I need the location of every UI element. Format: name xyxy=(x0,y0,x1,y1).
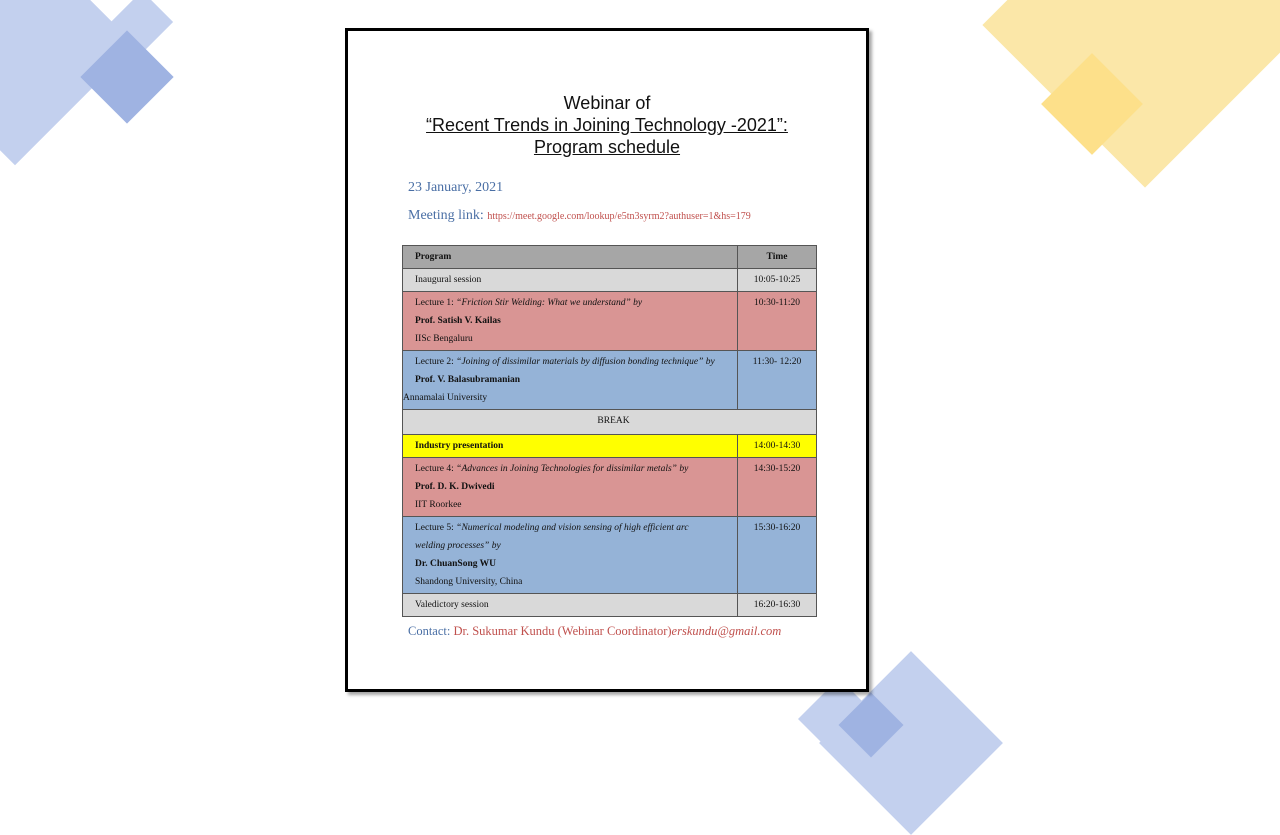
program-cell xyxy=(403,517,738,594)
lecture-prefix: Lecture 4: xyxy=(415,464,457,474)
schedule-table xyxy=(402,245,817,617)
lecture-topic: welding processes” by xyxy=(415,541,501,551)
program-cell xyxy=(403,351,738,410)
table-row xyxy=(403,269,817,292)
lecture-topic: “Joining of dissimilar materials by diffusion bonding technique” by xyxy=(456,357,715,367)
lecture-topic: “Numerical modeling and vision sensing of high efficient arc xyxy=(456,523,689,533)
table-row xyxy=(403,458,817,517)
table-row xyxy=(403,435,817,458)
meeting-link[interactable]: https://meet.google.com/lookup/e5tn3syrm2?authuser=1&hs=179 xyxy=(487,211,751,222)
title-line: Webinar of xyxy=(563,93,651,113)
time-cell: 11:30- 12:20 xyxy=(738,351,817,410)
time-cell: 10:05-10:25 xyxy=(738,269,817,292)
speaker-name: Prof. V. Balasubramanian xyxy=(415,375,521,385)
table-row xyxy=(403,594,817,617)
header-program: Program xyxy=(403,246,738,269)
document-page xyxy=(345,28,869,692)
break-cell: BREAK xyxy=(403,410,817,435)
table-row xyxy=(403,351,817,410)
speaker-affiliation: IISc Bengaluru xyxy=(415,334,473,344)
speaker-name: Prof. Satish V. Kailas xyxy=(415,316,501,326)
time-cell: 16:20-16:30 xyxy=(738,594,817,617)
table-header-row xyxy=(403,246,817,269)
time-cell: 10:30-11:20 xyxy=(738,292,817,351)
lecture-prefix: Lecture 5: xyxy=(415,523,457,533)
program-cell xyxy=(403,292,738,351)
time-cell: 14:30-15:20 xyxy=(738,458,817,517)
meeting-label: Meeting link: xyxy=(408,208,484,223)
table-row xyxy=(403,410,817,435)
lecture-topic: “Friction Stir Welding: What we understand” by xyxy=(456,298,643,308)
contact-label: Contact: xyxy=(408,624,451,638)
time-cell: 15:30-16:20 xyxy=(738,517,817,594)
speaker-name: Prof. D. K. Dwivedi xyxy=(415,482,495,492)
lecture-topic: “Advances in Joining Technologies for dissimilar metals” by xyxy=(456,464,689,474)
contact-name: Dr. Sukumar Kundu (Webinar Coordinator) xyxy=(453,624,672,638)
header-time: Time xyxy=(738,246,817,269)
speaker-affiliation: Shandong University, China xyxy=(415,577,523,587)
table-row xyxy=(403,517,817,594)
speaker-name: Dr. ChuanSong WU xyxy=(415,559,497,569)
event-date: 23 January, 2021 xyxy=(408,180,504,195)
speaker-affiliation: IIT Roorkee xyxy=(415,500,462,510)
contact-line xyxy=(408,624,781,639)
program-cell xyxy=(403,458,738,517)
document-title xyxy=(348,92,866,158)
title-line: Program schedule xyxy=(533,137,681,157)
meeting-info xyxy=(408,208,751,224)
title-line: “Recent Trends in Joining Technology -2021”: xyxy=(426,115,788,135)
speaker-affiliation: Annamalai University xyxy=(403,393,488,403)
table-row xyxy=(403,292,817,351)
program-cell: Inaugural session xyxy=(403,269,738,292)
lecture-prefix: Lecture 2: xyxy=(415,357,457,367)
program-cell: Industry presentation xyxy=(403,435,738,458)
contact-email[interactable]: erskundu@gmail.com xyxy=(671,624,782,638)
time-cell: 14:00-14:30 xyxy=(738,435,817,458)
program-cell: Valedictory session xyxy=(403,594,738,617)
lecture-prefix: Lecture 1: xyxy=(415,298,457,308)
